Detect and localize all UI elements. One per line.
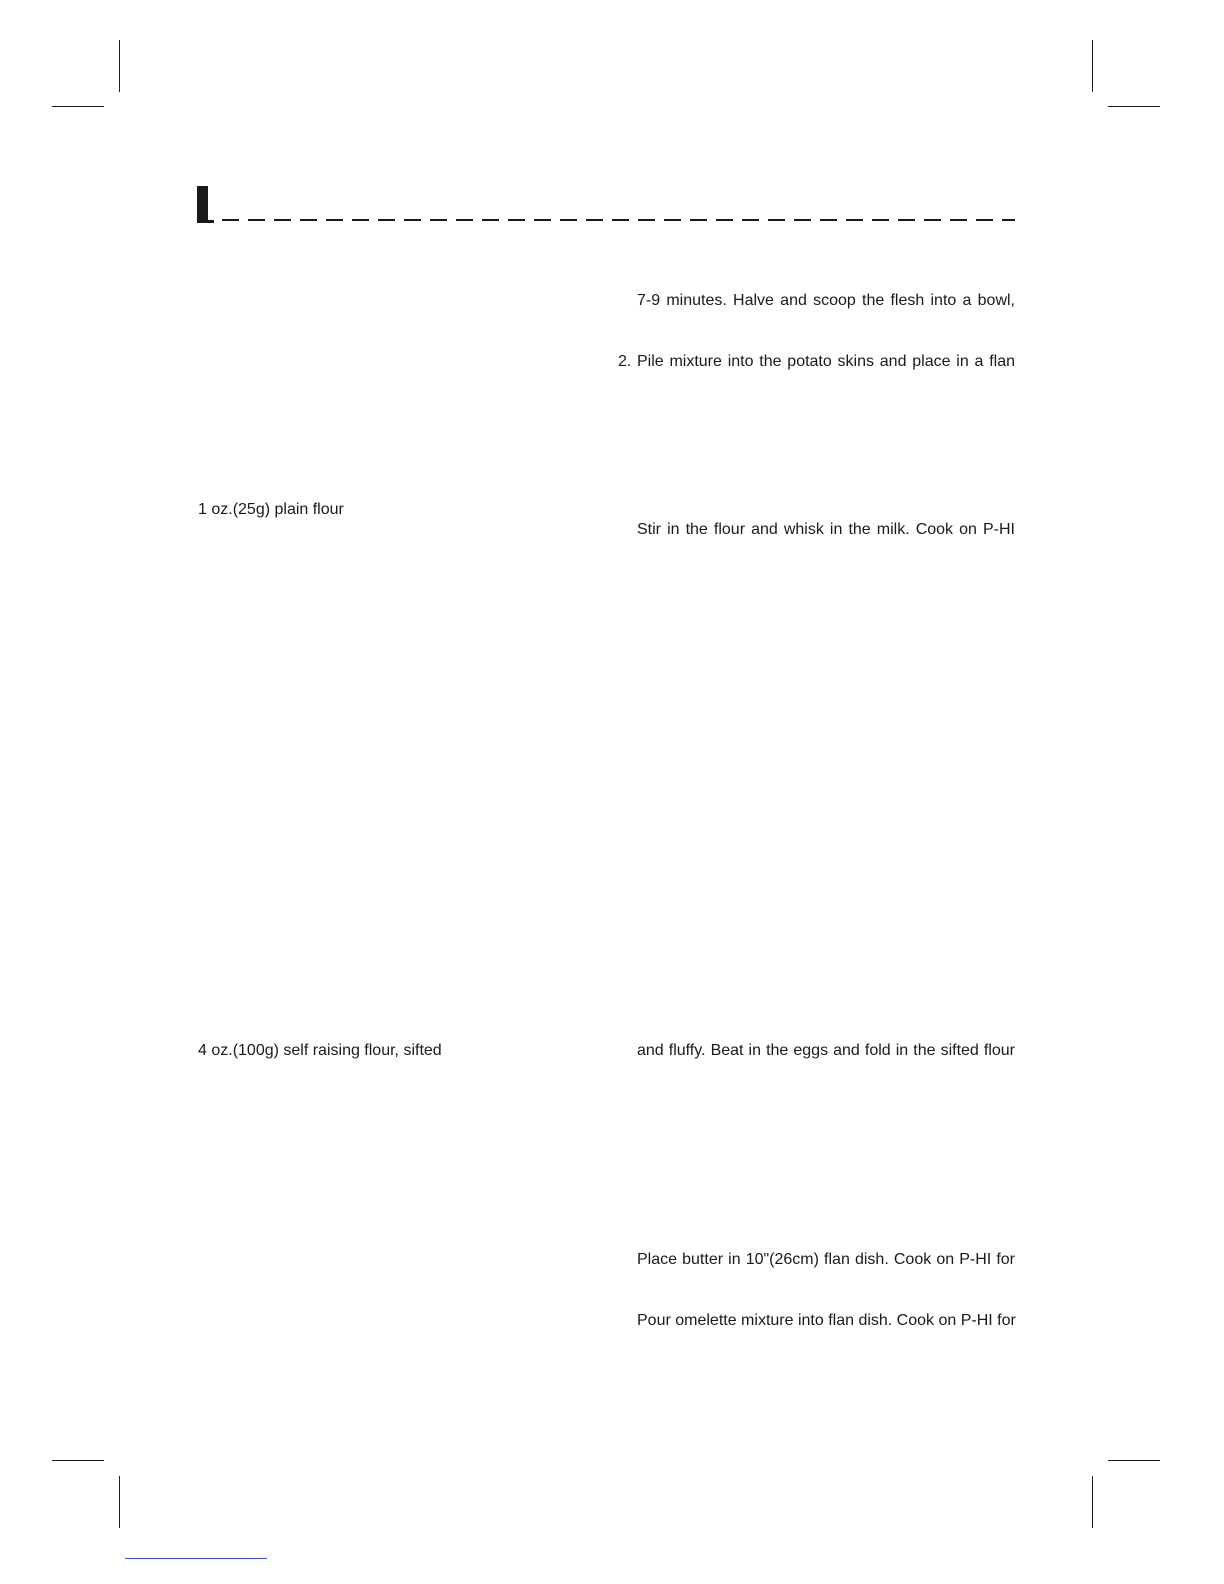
crop-mark-top-left-vertical xyxy=(119,40,120,92)
crop-mark-bottom-right-vertical xyxy=(1092,1476,1093,1528)
section-header-rule xyxy=(197,186,1015,224)
step-text: Pile mixture into the potato skins and place in a flan xyxy=(637,353,1015,370)
section-header-dashed-line xyxy=(222,219,1015,221)
footer-link-underline[interactable] xyxy=(125,1558,267,1559)
recipe-line-flour-milk: Stir in the flour and whisk in the milk. Cook on P-HI xyxy=(637,521,1015,538)
ingredient-self-raising-flour: 4 oz.(100g) self raising flour, sifted xyxy=(198,1042,442,1059)
crop-mark-top-left-horizontal xyxy=(52,106,104,107)
recipe-line-fluffy: and fluffy. Beat in the eggs and fold in the sifted flour xyxy=(637,1042,1015,1059)
recipe-line-omelette: Pour omelette mixture into flan dish. Cook on P-HI for xyxy=(637,1312,1016,1329)
crop-mark-top-right-horizontal xyxy=(1108,106,1160,107)
ingredient-plain-flour: 1 oz.(25g) plain flour xyxy=(198,501,344,518)
recipe-step-2 xyxy=(618,352,1015,372)
section-header-marker xyxy=(197,186,208,223)
crop-mark-bottom-right-horizontal xyxy=(1108,1460,1160,1461)
step-number: 2. xyxy=(618,353,632,370)
recipe-line-butter-flan: Place butter in 10"(26cm) flan dish. Cook on P-HI for xyxy=(637,1251,1015,1268)
section-header-marker-foot xyxy=(197,220,214,223)
crop-mark-top-right-vertical xyxy=(1092,40,1093,92)
recipe-line-potato-scoop: 7-9 minutes. Halve and scoop the flesh into a bowl, xyxy=(637,292,1015,309)
crop-mark-bottom-left-horizontal xyxy=(52,1460,104,1461)
crop-mark-bottom-left-vertical xyxy=(119,1476,120,1528)
